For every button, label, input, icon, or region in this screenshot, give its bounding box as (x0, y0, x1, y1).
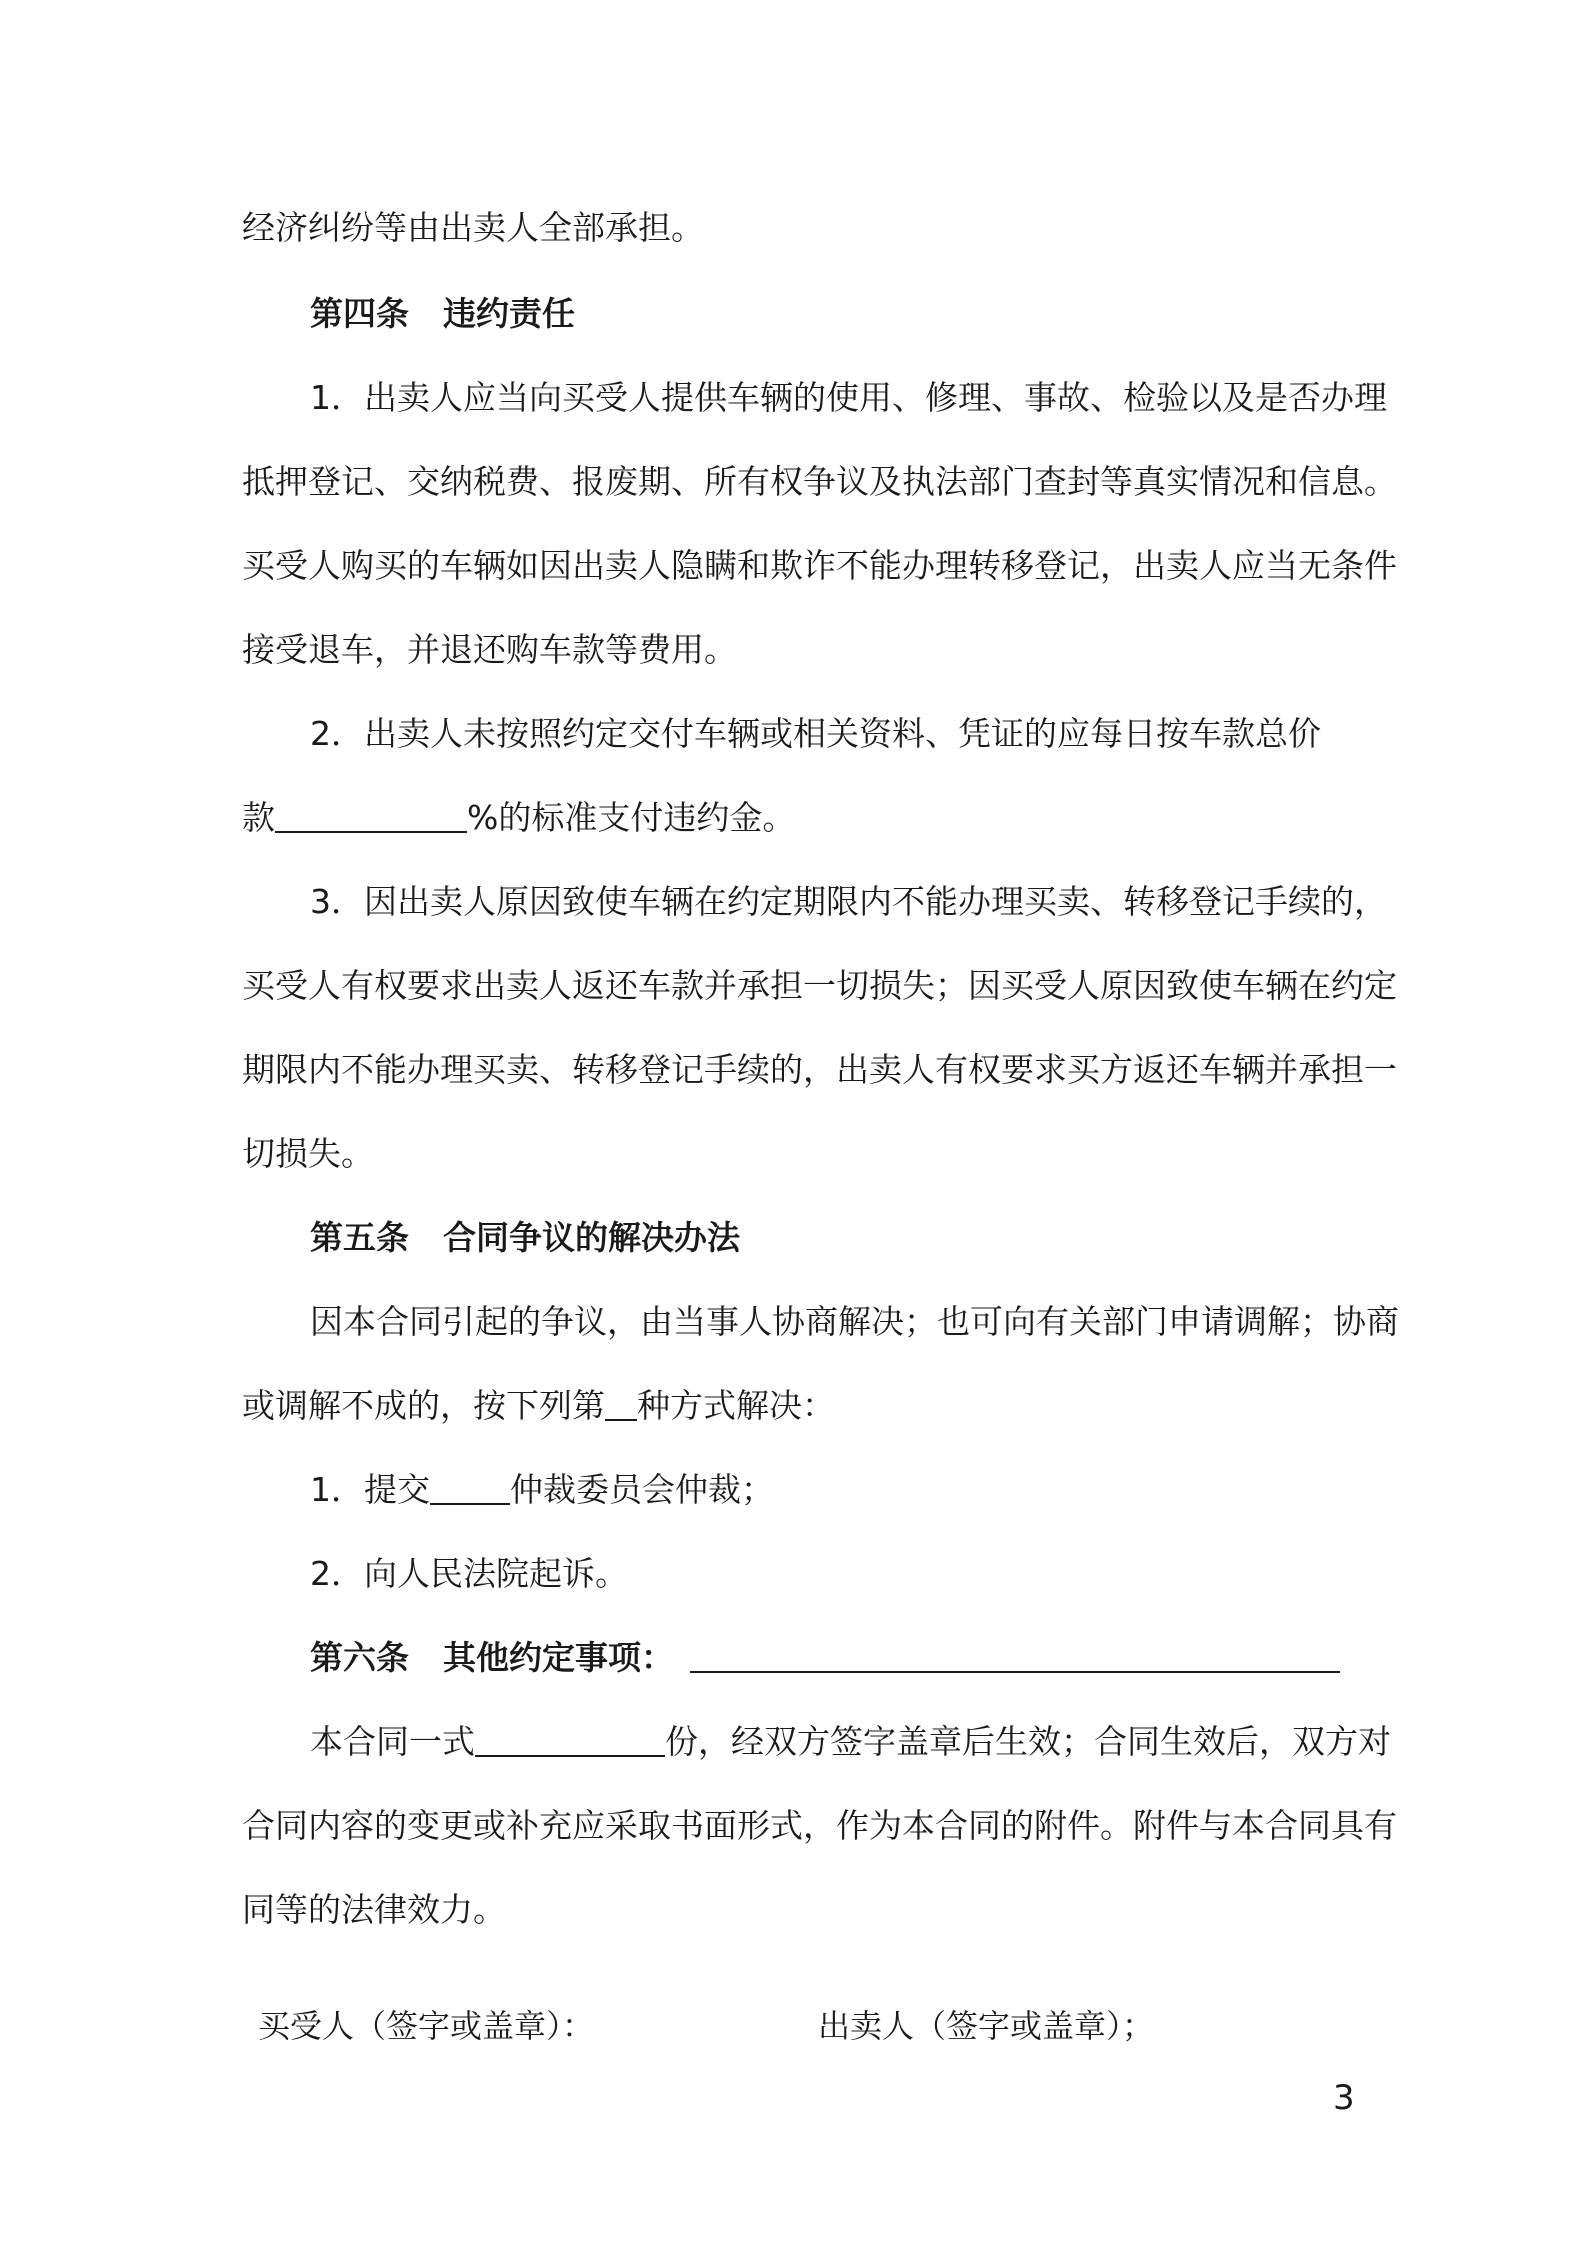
paragraph-line: 3．因出卖人原因致使车辆在约定期限内不能办理买卖、转移登记手续的， (310, 882, 1387, 921)
paragraph-line: 合同内容的变更或补充应采取书面形式，作为本合同的附件。附件与本合同具有 (242, 1806, 1397, 1845)
paragraph-line (242, 796, 795, 840)
paragraph-line: 买受人购买的车辆如因出卖人隐瞒和欺诈不能办理转移登记，出卖人应当无条件 (242, 546, 1397, 585)
paragraph-line (242, 1384, 835, 1428)
paragraph-line (310, 1720, 1391, 1764)
article-5-heading (310, 1216, 740, 1260)
fill-blank-copies[interactable] (475, 1725, 665, 1757)
line-text: 份，经双方签字盖章后生效；合同生效后，双方对 (665, 1722, 1391, 1761)
paragraph-line: 1．出卖人应当向买受人提供车辆的使用、修理、事故、检验以及是否办理 (310, 378, 1387, 417)
line-text: 本合同一式 (310, 1722, 475, 1761)
paragraph-line: 买受人有权要求出卖人返还车款并承担一切损失；因买受人原因致使车辆在约定 (242, 966, 1397, 1005)
fill-blank-method-number[interactable] (605, 1389, 637, 1421)
line-text: 款 (242, 798, 275, 837)
line-text: %的标准支付违约金。 (467, 798, 796, 837)
paragraph-line: 2．向人民法院起诉。 (310, 1554, 628, 1593)
article-4-heading (310, 292, 575, 336)
article-title: 违约责任 (443, 294, 575, 333)
line-text: 或调解不成的，按下列第 (242, 1386, 605, 1425)
fill-blank-arbitration-commission[interactable] (430, 1473, 510, 1505)
article-number: 第五条 (310, 1218, 409, 1257)
paragraph-line: 期限内不能办理买卖、转移登记手续的，出卖人有权要求买方返还车辆并承担一 (242, 1050, 1397, 1089)
article-number: 第六条 (310, 1638, 409, 1677)
seller-signature-label: 出卖人（签字或盖章）； (818, 2007, 1155, 2045)
line-text: 种方式解决： (637, 1386, 835, 1425)
fill-blank-penalty-rate[interactable] (275, 801, 467, 833)
article-6-heading (310, 1636, 1340, 1680)
article-title: 其他约定事项： (443, 1638, 674, 1677)
paragraph-line: 接受退车，并退还购车款等费用。 (242, 630, 737, 669)
page-number: 3 (1333, 2078, 1355, 2118)
line-text: 仲裁委员会仲裁； (510, 1470, 774, 1509)
paragraph-line: 2．出卖人未按照约定交付车辆或相关资料、凭证的应每日按车款总价 (310, 714, 1321, 753)
paragraph-line: 同等的法律效力。 (242, 1890, 506, 1929)
article-number: 第四条 (310, 294, 409, 333)
paragraph-line: 抵押登记、交纳税费、报废期、所有权争议及执法部门查封等真实情况和信息。 (242, 462, 1397, 501)
article-title: 合同争议的解决办法 (443, 1218, 740, 1257)
fill-blank-other-terms[interactable] (690, 1641, 1340, 1673)
paragraph-line: 因本合同引起的争议，由当事人协商解决；也可向有关部门申请调解；协商 (310, 1302, 1399, 1341)
paragraph-line (310, 1468, 774, 1512)
paragraph-line: 经济纠纷等由出卖人全部承担。 (242, 208, 704, 247)
line-text: 1．提交 (310, 1470, 430, 1509)
paragraph-line: 切损失。 (242, 1134, 374, 1173)
buyer-signature-label: 买受人（签字或盖章）： (258, 2007, 595, 2045)
